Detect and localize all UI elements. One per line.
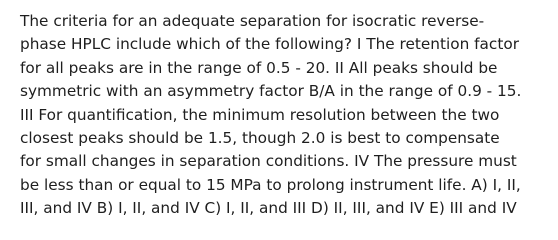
question-line: be less than or equal to 15 MPa to prolong instrument life. A) I, II, — [20, 175, 521, 194]
question-line: for small changes in separation conditions. IV The pressure must — [20, 152, 517, 171]
question-line: closest peaks should be 1.5, though 2.0 is best to compensate — [20, 129, 500, 148]
question-line: The criteria for an adequate separation for isocratic reverse- — [20, 12, 485, 30]
question-line: symmetric with an asymmetry factor B/A in the range of 0.9 - 15. — [20, 82, 522, 101]
question-line: phase HPLC include which of the following? I The retention factor — [20, 35, 519, 54]
question-line: for all peaks are in the range of 0.5 - 20. II All peaks should be — [20, 58, 498, 77]
question-line: III For quantification, the minimum resolution between the two — [20, 105, 500, 124]
question-text — [20, 10, 550, 221]
question-line: III, and IV B) I, II, and IV C) I, II, and III D) II, III, and IV E) III and IV — [20, 199, 517, 218]
